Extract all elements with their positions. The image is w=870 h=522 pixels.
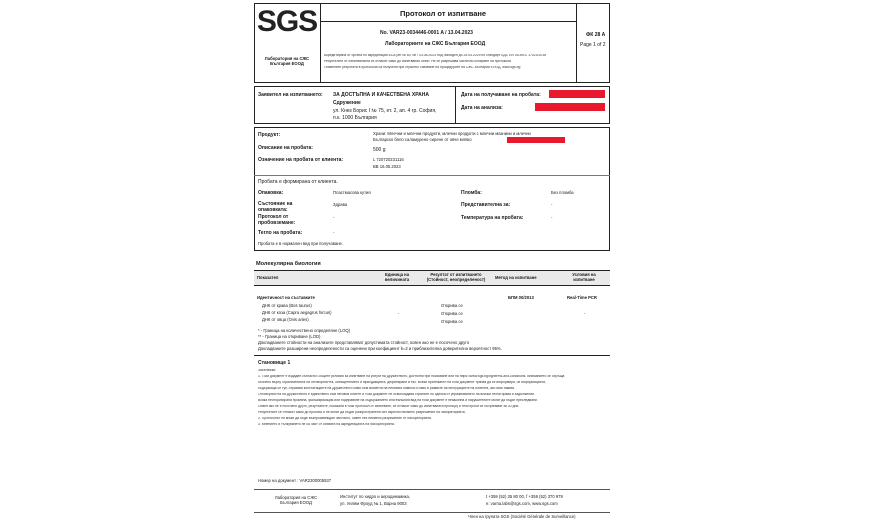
col-indicator: Показател — [257, 275, 279, 280]
footer-institute: Институт по хидро и аеродинамика, — [340, 494, 411, 499]
temperature-value: - — [551, 215, 553, 220]
col-method: Метод на изпитване — [495, 275, 537, 280]
remark-line: Отговорността на Дружеството е единствено към неговия Клиент и този документ не освобождава страните по сделка от упражняването на всички техни права и задължения. — [258, 393, 535, 396]
header-note-2: Резултатите от изпитванията се отнасят само до изпитвания обект. Не се разрешава частично копиране на протокола — [324, 60, 511, 63]
footer-lab-name: Лаборатория на СЖС България ЕООД — [274, 495, 318, 506]
footer-email: e: varna.labs@sgs.com, www.sgs.com — [486, 501, 558, 506]
result-row-name: ДНК от крава (Bos taurus) — [262, 303, 312, 308]
remark-line: съдържаща се тук, отразява констатациите на Дружеството само към момента на неговата намеса и само в рамките на инструкциите на Клиента, ако има такива. — [258, 387, 515, 390]
remark-line: особено върху ограниченията на отговорността, обезщетението и юрисдикцията, дефинирани в тях. Всеки притежател на този документ трябва да се информира, че информацията, — [258, 381, 546, 384]
redacted-received-date — [549, 90, 605, 98]
client-address-2: п.к. 1000 България — [333, 115, 377, 121]
redacted-product — [507, 137, 565, 143]
remark-line: 2. Протоколът не може да бъде възпроизвеждан частично, освен без писмено разрешение от лабораторията. — [258, 417, 432, 420]
client-label: Заявител на изпитването: — [258, 92, 323, 98]
legend-lod: ** - Граница на откриване (LOD) — [258, 334, 321, 339]
unit-value: - — [398, 311, 400, 316]
sampling-protocol-value: - — [333, 215, 335, 220]
page-number: Page 1 of 2 — [580, 42, 606, 48]
weight-value: - — [333, 230, 335, 235]
header-note-3: Обявените резултати в протокола са получени при стриктно спазване на процедурите на СЖС България ЕООД, www.sgs.bg — [324, 66, 521, 69]
analysis-date-label: Дата на анализа: — [461, 105, 503, 111]
legend-uncertainty: Докладваните разширени неопределености са оценени при коефициент k=2 и приблизителна доверителна вероятност 95%. — [258, 346, 502, 351]
product-label: Продукт: — [258, 132, 281, 138]
remark-line: 3. Мнението и тълкуването не са част от обхвата на акредитацията на лабораторията. — [258, 423, 395, 426]
lab-name: Лаборатория на СЖС България ЕООД — [264, 56, 310, 67]
client-id-label: Означение на пробата от клиента: — [258, 157, 344, 163]
condition-label: Състояние на опаковката: — [258, 201, 293, 213]
section-title: Молекулярна биология — [256, 261, 321, 267]
packaging-label: Опаковка: — [258, 190, 284, 196]
client-address-1: ул. Кнез Борис I № 75, ет. 2, ап. 4 гр. София, — [333, 108, 437, 114]
accreditation-line: Лабораториите на СЖС България ЕООД — [385, 41, 486, 47]
product-value-2: Българско бяло саламурено сирене от овче мляко — [373, 137, 472, 142]
received-date-label: Дата на получаване на пробата: — [461, 92, 541, 98]
sgs-logo: SGS — [256, 5, 318, 38]
description-value: 500 g — [373, 147, 386, 153]
product-value: Храни: Млечни и млечни продукти, млечни продукти с млечни мазнини и млечни — [373, 131, 531, 136]
legend-values: Докладваните стойности на анализите представляват допустимата стойност, освен ако не е посочено друго — [258, 340, 470, 345]
footer-group-note: Член на групата SGS (Société Générale de Surveillance) — [468, 514, 576, 519]
form-code: ФК 28 А — [586, 32, 606, 38]
conditions-dash: - — [584, 311, 586, 316]
result-row-value: Открива се — [441, 319, 463, 324]
client-id-value-2: BB 16.05.2023 — [373, 164, 401, 169]
client-id-value-1: L 720720231116 — [373, 157, 404, 162]
result-row-value: Открива се — [441, 311, 463, 316]
remarks-heading: Забележки: — [258, 369, 277, 372]
footer-phone: t +359 (52) 35 80 00, f +359 (52) 370 979 — [486, 494, 563, 499]
document-title: Протокол от изпитване — [400, 9, 487, 18]
document-number: Номер на документ : VAR2300005537 — [258, 478, 332, 483]
remark-line: Освен ако не е посочено друго, резултатите, показани в този протокол от изпитване, се отнасят само до изпитваната проба(и) и тези проби се съхраняват за 30 дни. — [258, 405, 520, 408]
footer-address: ул. Уилям Фроуд № 1, Варна 9003 — [340, 501, 407, 506]
submitted-label: Представителна за: — [461, 202, 511, 208]
header-note-1: Акредитирана от органа по акредитация БСА per № 60 ЛИ / 03.08.2023 под, валиден до 25.04.2029 по стандарт БДС EN ISO/IEC 17025:2018 — [324, 54, 547, 57]
client-type: Сдружение — [333, 100, 361, 106]
result-row-value: Открива се — [441, 303, 463, 308]
redacted-analysis-date — [535, 103, 605, 111]
client-name: ЗА ДОСТЪПНА И КАЧЕСТВЕНА ХРАНА — [333, 92, 429, 98]
sample-note: Пробата е в нормален вид при получаване. — [258, 241, 344, 246]
result-row-name: ДНК от овца (Ovis aries) — [262, 317, 309, 322]
packaging-value: Пластмасова кутия — [333, 190, 371, 195]
group-title: Идентичност на съставките — [257, 295, 315, 300]
conditions-value: Real-Time PCR — [567, 295, 597, 300]
temperature-label: Температура на пробата: — [461, 215, 524, 221]
col-conditions: Условия на изпитване — [572, 272, 596, 282]
sampling-protocol-label: Протокол от пробовземане: — [258, 214, 296, 226]
remark-line: 1. Този документ е издаден съгласно Общите условия за изпитване на услуги на Дружеството, достъпни при поискване или на https://www.sgs.bg/bg/terms-and-conditions. Вниманието се обръща — [258, 375, 565, 378]
condition-value: Здрава — [333, 202, 348, 207]
protocol-number: No. VAR23-0034446-0001 A / 13.04.2023 — [380, 30, 473, 36]
legend-loq: * - Граница на количествено определяне (LOQ) — [258, 328, 351, 333]
method-code: БПМ 00/2013 — [508, 295, 534, 300]
seal-value: Без пломба — [551, 190, 574, 195]
weight-label: Тегло на пробата: — [258, 230, 303, 236]
sampling-note: Пробата е формирана от клиента. — [258, 179, 338, 185]
remark-line: Резултатите се отнасят само до пробата и не могат да бъдат разпространени без изрично писмено разрешение на лабораторията. — [258, 411, 466, 414]
seal-label: Пломба: — [461, 190, 482, 196]
col-unit: Единица на величината — [384, 272, 410, 282]
description-label: Описание на пробата: — [258, 145, 313, 151]
opinion-title: Становище 1 — [258, 360, 291, 366]
remark-line: Всяка неоторизирана промяна, фалшификация или подправяне на съдържанието или външния вид на този документ е незаконна и нарушителите могат да бъдат преследвани. — [258, 399, 538, 402]
col-result: Резултат от изпитването (Стойност, неопределеност) — [426, 272, 486, 282]
submitted-value: - — [551, 202, 553, 207]
result-row-name: ДНК от коза (Capra aegagrus hircus) — [262, 310, 332, 315]
